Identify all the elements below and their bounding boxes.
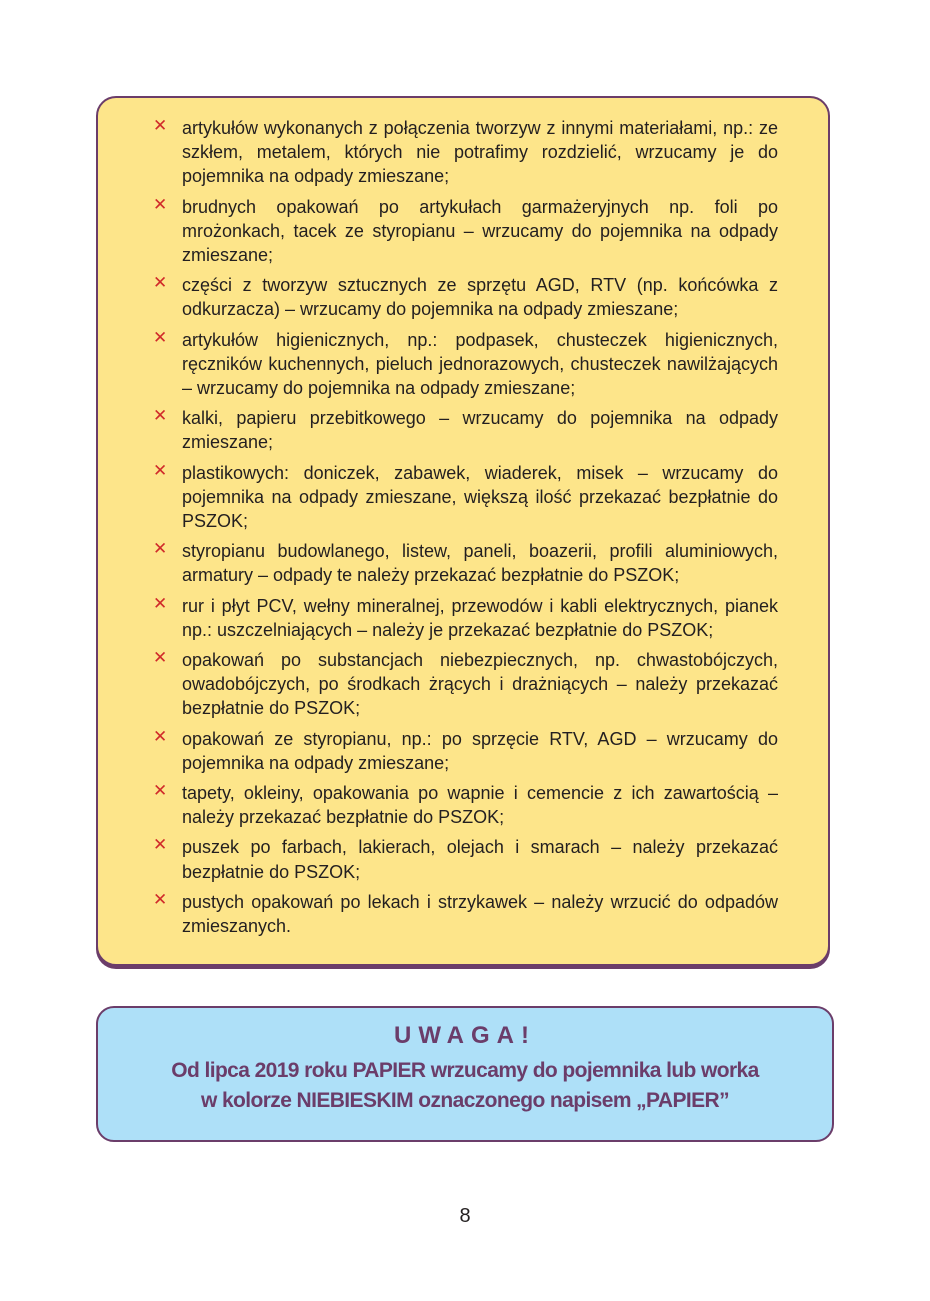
cross-icon: ✕ [153,781,168,801]
list-item [148,273,778,321]
cross-icon: ✕ [153,327,168,347]
list-item [148,461,778,534]
notice-text [98,1056,832,1116]
cross-icon: ✕ [153,273,168,293]
cross-icon: ✕ [153,726,168,746]
page-number: 8 [459,1205,471,1227]
cross-icon: ✕ [153,889,168,909]
list-item-text: brudnych opakowań po artykułach garmażeryjnych np. foli po mrożonkach, tacek ze styropianu – wrzucamy do pojemnika na odpady zmieszane; [182,196,778,266]
cross-icon: ✕ [153,539,168,559]
list-item [148,539,778,587]
list-item-text: artykułów higienicznych, np.: podpasek, chusteczek higienicznych, ręczników kuchennych, pieluch jednorazowych, chusteczek nawilżających – wrzucamy do pojemnika na odpady zmieszane; [182,329,778,399]
cross-icon: ✕ [153,835,168,855]
notice-line-2: w kolorze NIEBIESKIM oznaczonego napisem „PAPIER” [201,1089,729,1112]
list-item [148,648,778,721]
list-item-text: opakowań po substancjach niebezpiecznych, np. chwastobójczych, owadobójczych, po środkach żrących i drażniących – należy przekazać bezpłatnie do PSZOK; [182,650,778,719]
list-item [148,116,778,189]
notice-title: UWAGA! [394,1022,536,1049]
cross-icon: ✕ [153,116,168,135]
cross-icon: ✕ [153,593,168,613]
list-item [148,195,778,268]
list-item [148,328,778,401]
cross-icon: ✕ [153,406,168,426]
list-item-text: części z tworzyw sztucznych ze sprzętu AGD, RTV (np. końcówka z odkurzacza) – wrzucamy do pojemnika na odpady zmieszane; [182,275,778,320]
list-item-text: kalki, papieru przebitkowego – wrzucamy do pojemnika na odpady zmieszane; [182,408,778,453]
excluded-items-list [148,116,778,944]
list-item [148,890,778,938]
list-item-text: opakowań ze styropianu, np.: po sprzęcie RTV, AGD – wrzucamy do pojemnika na odpady zmieszane; [182,728,778,773]
list-item [148,406,778,454]
list-item-text: tapety, okleiny, opakowania po wapnie i cemencie z ich zawartością – należy przekazać bezpłatnie do PSZOK; [182,783,778,828]
list-item-text: styropianu budowlanego, listew, paneli, boazerii, profili aluminiowych, armatury – odpady te należy przekazać bezpłatnie do PSZOK; [182,541,778,586]
cross-icon: ✕ [153,648,168,668]
list-item-text: artykułów wykonanych z połączenia tworzyw z innymi materiałami, np.: ze szkłem, metalem, których nie potrafimy rozdzielić, wrzucamy je do pojemnika na odpady zmieszane; [182,118,778,187]
cross-icon: ✕ [153,460,168,480]
list-item-text: pustych opakowań po lekach i strzykawek – należy wrzucić do odpadów zmieszanych. [182,891,778,937]
list-item [148,594,778,642]
list-item [148,727,778,775]
list-item [148,781,778,829]
list-item [148,835,778,883]
list-item-text: puszek po farbach, lakierach, olejach i smarach – należy przekazać bezpłatnie do PSZOK; [182,837,778,882]
list-item-text: plastikowych: doniczek, zabawek, wiaderek, misek – wrzucamy do pojemnika na odpady zmieszane, większą ilość przekazać bezpłatnie do PSZOK; [182,462,778,532]
notice-line-1: Od lipca 2019 roku PAPIER wrzucamy do pojemnika lub worka [171,1059,759,1082]
excluded-items-box [96,96,830,966]
cross-icon: ✕ [153,194,168,214]
list-item-text: rur i płyt PCV, wełny mineralnej, przewodów i kabli elektrycznych, pianek np.: uszczelniających – należy je przekazać bezpłatnie do PSZOK; [182,595,778,640]
notice-box [96,1006,834,1142]
